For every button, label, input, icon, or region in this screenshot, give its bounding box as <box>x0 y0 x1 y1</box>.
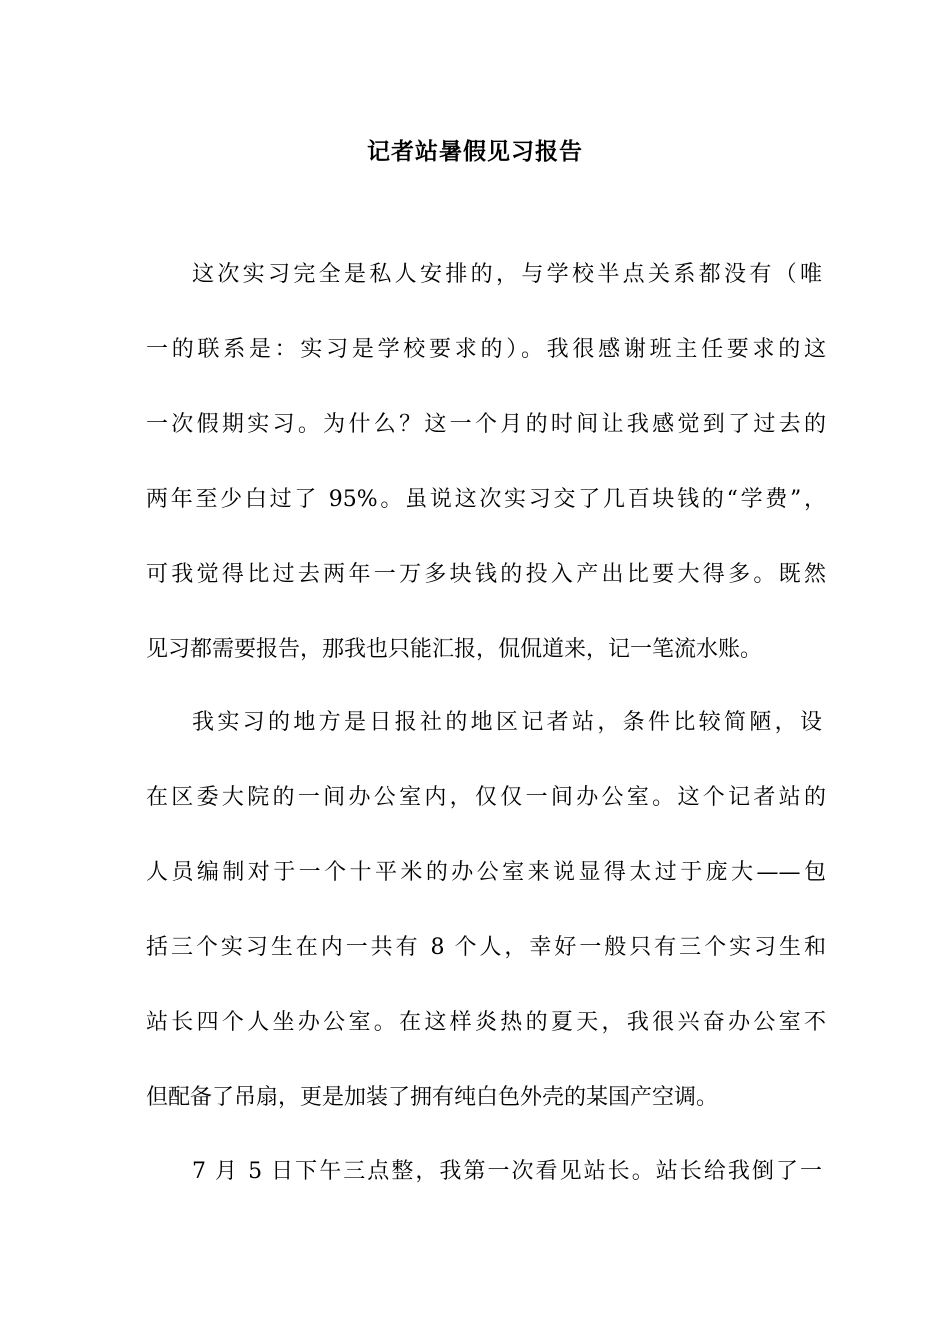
paragraph-3-line-1: 7 月 5 日下午三点整，我第一次看见站长。站长给我倒了一 <box>192 1159 822 1184</box>
paragraph-2-line-1: 我实习的地方是日报社的地区记者站，条件比较简陋，设 <box>192 710 822 735</box>
paragraph-2-line-4: 括三个实习生在内一共有 8 个人，幸好一般只有三个实习生和 <box>146 935 826 960</box>
paragraph-2-line-2: 在区委大院的一间办公室内，仅仅一间办公室。这个记者站的 <box>146 785 826 810</box>
paragraph-1-line-2: 一的联系是：实习是学校要求的）。我很感谢班主任要求的这 <box>146 337 826 362</box>
paragraph-1-line-6: 见习都需要报告，那我也只能汇报，侃侃道来，记一笔流水账。 <box>146 637 763 662</box>
paragraph-2-line-3: 人员编制对于一个十平米的办公室来说显得太过于庞大——包 <box>146 860 826 885</box>
document-title: 记者站暑假见习报告 <box>367 138 583 165</box>
paragraph-1-line-3: 一次假期实习。为什么？这一个月的时间让我感觉到了过去的 <box>146 412 826 437</box>
paragraph-2-line-5: 站长四个人坐办公室。在这样炎热的夏天，我很兴奋办公室不 <box>146 1010 826 1035</box>
paragraph-2-line-6: 但配备了吊扇，更是加装了拥有纯白色外壳的某国产空调。 <box>146 1085 719 1110</box>
paragraph-1-line-1: 这次实习完全是私人安排的，与学校半点关系都没有（唯 <box>192 262 822 287</box>
paragraph-1-line-4: 两年至少白过了 95%。虽说这次实习交了几百块钱的“学费”， <box>146 487 826 512</box>
paragraph-1-line-5: 可我觉得比过去两年一万多块钱的投入产出比要大得多。既然 <box>146 562 826 587</box>
